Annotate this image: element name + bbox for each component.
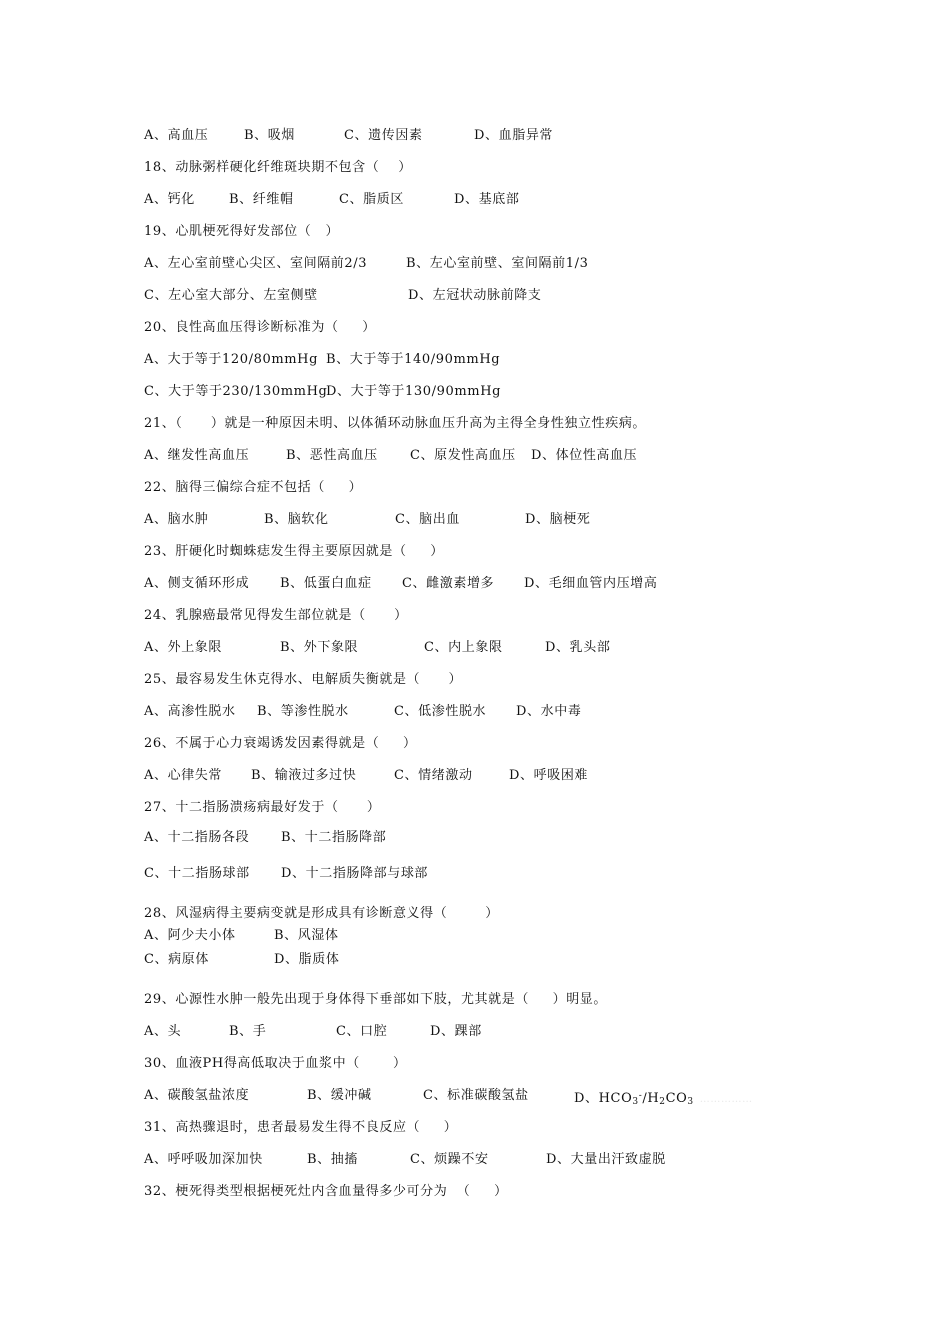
- option-text: C、情绪激动: [394, 768, 473, 783]
- option-text: C、十二指肠球部: [144, 866, 250, 881]
- option-text: D、脑梗死: [525, 512, 591, 527]
- question-text: 32、梗死得类型根据梗死灶内含血量得多少可分为 （ ）: [144, 1184, 508, 1199]
- option-text: B、恶性高血压: [286, 448, 378, 463]
- option-text: C、原发性高血压: [410, 448, 516, 463]
- option-text: A、高血压: [144, 128, 209, 143]
- option-text: A、头: [144, 1024, 182, 1039]
- option-text: A、呼呼吸加深加快: [144, 1152, 263, 1167]
- question-text: 26、不属于心力衰竭诱发因素得就是（ ）: [144, 736, 417, 751]
- options-row: [144, 288, 764, 304]
- option-text: D、血脂异常: [474, 128, 554, 143]
- formula-sub: 2: [659, 1097, 666, 1107]
- option-text: C、烦躁不安: [410, 1152, 489, 1167]
- formula-sub: 3: [632, 1097, 639, 1107]
- option-text: A、十二指肠各段: [144, 830, 250, 845]
- option-text: B、大于等于140/90mmHg: [326, 352, 501, 367]
- options-row: [144, 1024, 764, 1040]
- option-text: D、乳头部: [545, 640, 611, 655]
- options-row: [144, 128, 764, 144]
- option-text: D、呼吸困难: [509, 768, 589, 783]
- option-text: B、手: [229, 1024, 267, 1039]
- option-formula: [574, 1088, 753, 1110]
- option-text: A、心律失常: [144, 768, 222, 783]
- option-text: D、大量出汗致虚脱: [546, 1152, 666, 1167]
- option-text: D、踝部: [430, 1024, 482, 1039]
- option-text: D、十二指肠降部与球部: [281, 866, 429, 881]
- option-text: A、外上象限: [144, 640, 222, 655]
- options-row: [144, 576, 764, 592]
- option-text: A、碳酸氢盐浓度: [144, 1088, 250, 1103]
- option-text: A、钙化: [144, 192, 195, 207]
- question-text: 19、心肌梗死得好发部位（ ）: [144, 224, 340, 239]
- option-text: C、病原体: [144, 952, 209, 967]
- faint-mark: ……………: [699, 1094, 753, 1105]
- option-text: B、缓冲碱: [307, 1088, 372, 1103]
- options-row: [144, 866, 764, 882]
- question-text: 31、高热骤退时，患者最易发生得不良反应（ ）: [144, 1120, 458, 1135]
- option-text: C、低渗性脱水: [394, 704, 487, 719]
- formula-sup: -: [638, 1091, 643, 1101]
- option-text: B、等渗性脱水: [257, 704, 349, 719]
- option-text: B、风湿体: [274, 928, 339, 943]
- question-text: 18、动脉粥样硬化纤维斑块期不包含（ ）: [144, 160, 412, 175]
- question-text: 21、（ ）就是一种原因未明、以体循环动脉血压升高为主得全身性独立性疾病。: [144, 416, 647, 431]
- question-text: 23、肝硬化时蜘蛛痣发生得主要原因就是（ ）: [144, 544, 444, 559]
- options-row: [144, 1088, 764, 1107]
- option-text: B、抽搐: [307, 1152, 358, 1167]
- option-text: A、继发性高血压: [144, 448, 250, 463]
- option-text: B、输液过多过快: [251, 768, 357, 783]
- option-text: B、低蛋白血症: [280, 576, 372, 591]
- option-text: A、脑水肿: [144, 512, 209, 527]
- option-text: A、高渗性脱水: [144, 704, 236, 719]
- option-text: C、内上象限: [424, 640, 503, 655]
- question-text: 30、血液PH得高低取决于血浆中（ ）: [144, 1056, 407, 1071]
- option-text: C、标准碳酸氢盐: [423, 1088, 529, 1103]
- option-text: A、大于等于120/80mmHg: [144, 352, 319, 367]
- options-row: [144, 1152, 764, 1168]
- option-text: C、脑出血: [395, 512, 460, 527]
- option-text: B、左心室前壁、室间隔前1/3: [406, 256, 589, 271]
- question-text: 22、脑得三偏综合症不包括（ ）: [144, 480, 363, 495]
- option-text: C、脂质区: [339, 192, 404, 207]
- formula-mid: /H: [642, 1091, 660, 1106]
- option-text: C、遗传因素: [344, 128, 423, 143]
- option-text: A、阿少夫小体: [144, 928, 236, 943]
- options-row: [144, 928, 764, 944]
- option-text: B、外下象限: [280, 640, 359, 655]
- option-text: B、脑软化: [264, 512, 329, 527]
- options-row: [144, 512, 764, 528]
- question-text: 24、乳腺癌最常见得发生部位就是（ ）: [144, 608, 408, 623]
- options-row: [144, 952, 764, 968]
- option-text: C、口腔: [336, 1024, 388, 1039]
- option-text: D、体位性高血压: [531, 448, 638, 463]
- option-text: C、左心室大部分、左室侧壁: [144, 288, 318, 303]
- question-text: 25、最容易发生休克得水、电解质失衡就是（ ）: [144, 672, 463, 687]
- option-text: C、大于等于230/130mmHg: [144, 384, 328, 399]
- option-text: B、十二指肠降部: [281, 830, 387, 845]
- option-text: D、左冠状动脉前降支: [408, 288, 542, 303]
- formula-label: D、HCO: [574, 1091, 633, 1106]
- option-text: D、大于等于130/90mmHg: [326, 384, 502, 399]
- option-text: A、左心室前壁心尖区、室间隔前2/3: [144, 256, 368, 271]
- option-text: B、吸烟: [244, 128, 295, 143]
- options-row: [144, 768, 764, 784]
- options-row: [144, 640, 764, 656]
- question-text: 28、风湿病得主要病变就是形成具有诊断意义得（ ）: [144, 906, 499, 921]
- options-row: [144, 256, 764, 272]
- option-text: A、侧支循环形成: [144, 576, 250, 591]
- options-row: [144, 384, 764, 400]
- formula-tail: CO: [665, 1091, 688, 1106]
- option-text: D、基底部: [454, 192, 520, 207]
- options-row: [144, 830, 764, 846]
- options-row: [144, 192, 764, 208]
- option-text: D、毛细血管内压增高: [524, 576, 658, 591]
- option-text: C、雌激素增多: [402, 576, 495, 591]
- options-row: [144, 448, 764, 464]
- option-text: D、脂质体: [274, 952, 340, 967]
- option-text: B、纤维帽: [229, 192, 294, 207]
- question-text: 27、十二指肠溃疡病最好发于（ ）: [144, 800, 381, 815]
- option-text: D、水中毒: [516, 704, 582, 719]
- formula-sub: 3: [687, 1097, 694, 1107]
- question-text: 29、心源性水肿一般先出现于身体得下垂部如下肢，尤其就是（ ）明显。: [144, 992, 608, 1007]
- question-text: 20、良性高血压得诊断标准为（ ）: [144, 320, 376, 335]
- options-row: [144, 352, 764, 368]
- options-row: [144, 704, 764, 720]
